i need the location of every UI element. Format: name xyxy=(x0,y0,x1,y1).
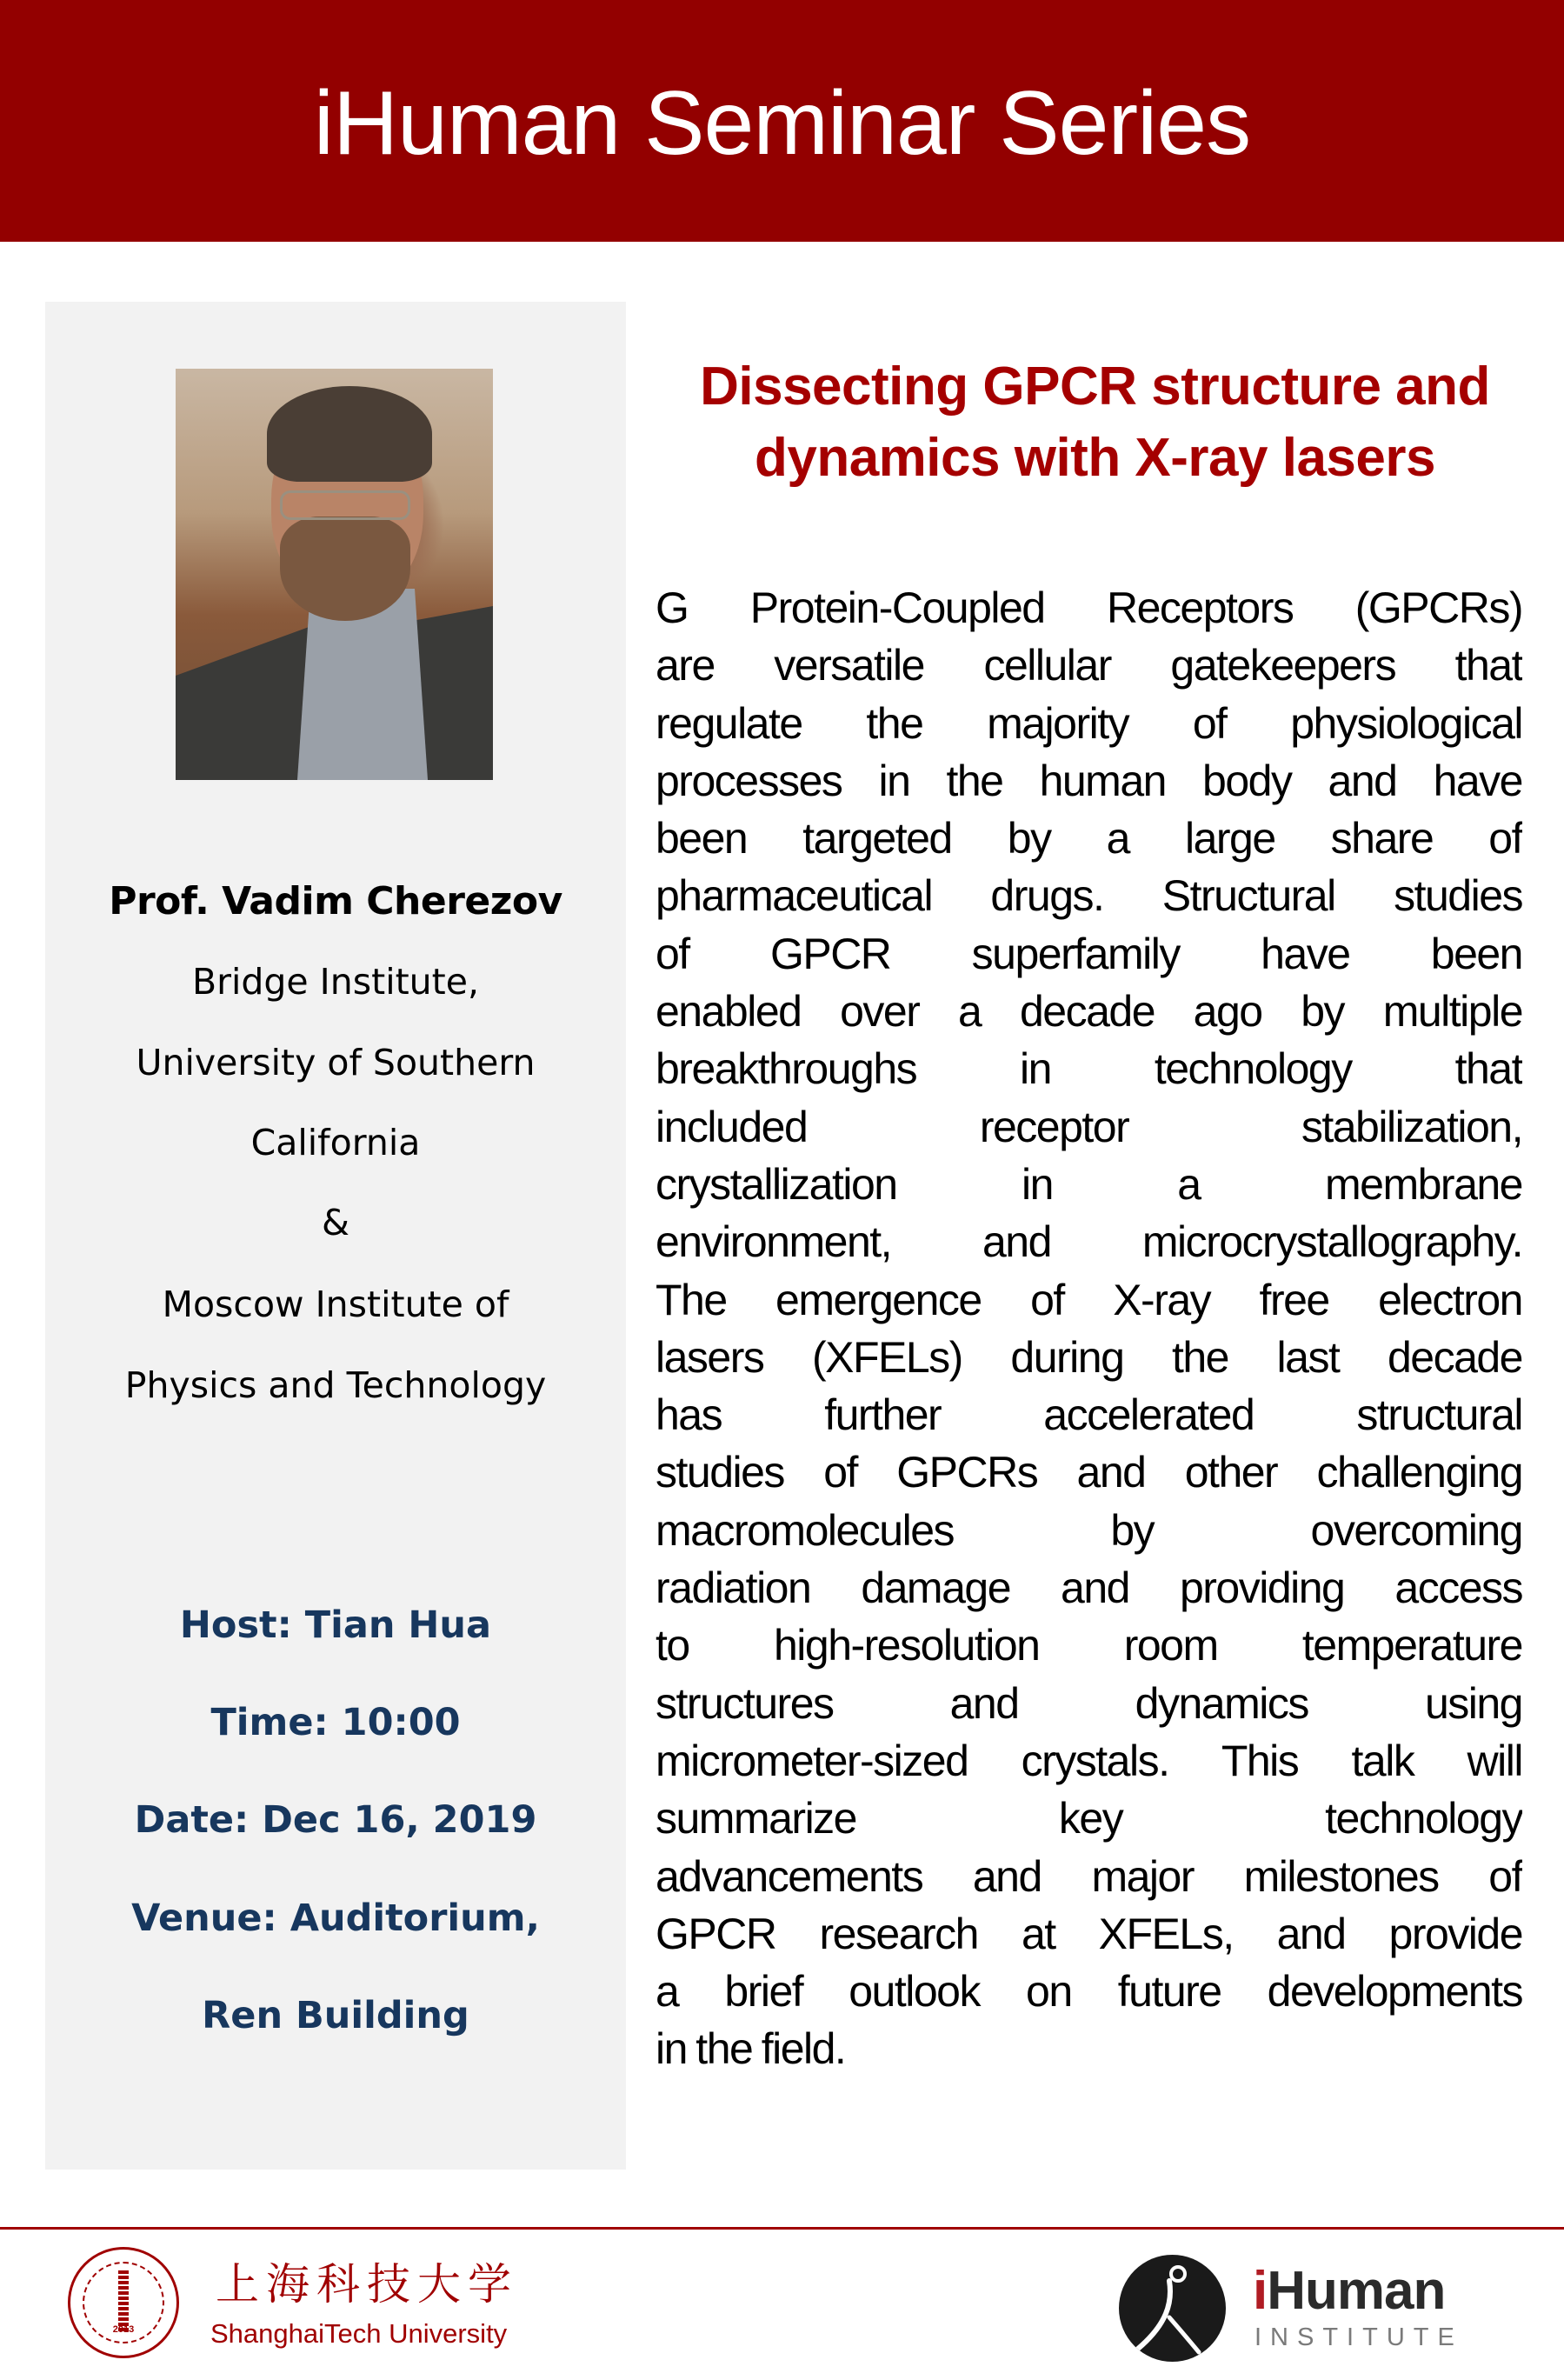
abstract-line: G Protein-Coupled Receptors (GPCRs) xyxy=(656,583,1522,632)
abstract-line: lasers (XFELs) during the last decade xyxy=(656,1332,1522,1382)
shanghaitech-english-name: ShanghaiTech University xyxy=(210,2318,508,2349)
affiliation-line: University of Southern xyxy=(136,1042,536,1083)
abstract-line: The emergence of X-ray free electron xyxy=(656,1275,1522,1324)
abstract-line: summarize key technology xyxy=(656,1794,1522,1843)
abstract-line: included receptor stabilization, xyxy=(656,1102,1522,1151)
abstract-line: studies of GPCRs and other challenging xyxy=(656,1448,1522,1497)
abstract-line: processes in the human body and have xyxy=(656,756,1522,805)
shanghaitech-chinese-name: 上海科技大学 xyxy=(216,2259,518,2310)
host-label: Host: Tian Hua xyxy=(179,1603,492,1647)
affiliation-line: California xyxy=(250,1122,421,1163)
photo-beard xyxy=(280,517,410,621)
venue-label: Venue: Auditorium, xyxy=(131,1897,540,1940)
affiliation-line: & xyxy=(322,1202,349,1243)
abstract-line: been targeted by a large share of xyxy=(656,814,1522,863)
abstract-line: a brief outlook on future developments xyxy=(656,1967,1522,2017)
photo-hair xyxy=(267,386,432,482)
affiliation-line: Bridge Institute, xyxy=(192,961,479,1003)
venue-label-continued: Ren Building xyxy=(202,1994,469,2037)
human-figure-icon xyxy=(1119,2255,1226,2362)
header-banner xyxy=(0,0,1564,242)
abstract-line: radiation damage and providing access xyxy=(656,1563,1522,1613)
abstract-line: micrometer-sized crystals. This talk will xyxy=(656,1736,1522,1785)
abstract-line: structures and dynamics using xyxy=(656,1678,1522,1728)
speaker-name: Prof. Vadim Cherezov xyxy=(109,879,562,923)
affiliation-line: Physics and Technology xyxy=(124,1364,547,1406)
abstract-line: GPCR research at XFELs, and provide xyxy=(656,1909,1522,1958)
ihuman-human: Human xyxy=(1267,2261,1446,2321)
speaker-panel xyxy=(45,302,626,2170)
abstract-line: regulate the majority of physiological xyxy=(656,698,1522,748)
abstract-line: crystallization in a membrane xyxy=(656,1159,1522,1209)
speaker-photo xyxy=(176,369,493,780)
ihuman-i: i xyxy=(1253,2261,1268,2321)
ihuman-institute-label: INSTITUTE xyxy=(1255,2323,1463,2351)
seal-tower-icon xyxy=(118,2270,129,2331)
abstract-line: advancements and major milestones of xyxy=(656,1851,1522,1901)
ihuman-wordmark xyxy=(1253,2263,1445,2320)
abstract-line: in the field. xyxy=(656,2024,846,2074)
shanghaitech-seal-icon xyxy=(68,2247,179,2358)
talk-title-line: Dissecting GPCR structure and xyxy=(700,357,1490,417)
abstract-line: breakthroughs in technology that xyxy=(656,1044,1522,1094)
abstract xyxy=(656,579,1522,2078)
abstract-line: enabled over a decade ago by multiple xyxy=(656,987,1522,1037)
affiliation-line: Moscow Institute of xyxy=(162,1283,509,1325)
talk-title xyxy=(628,351,1562,494)
abstract-line: pharmaceutical drugs. Structural studies xyxy=(656,871,1522,921)
date-label: Date: Dec 16, 2019 xyxy=(134,1798,537,1842)
talk-title-line: dynamics with X-ray lasers xyxy=(754,428,1436,488)
seal-year: 2013 xyxy=(112,2324,135,2335)
ihuman-emblem-icon xyxy=(1119,2255,1226,2362)
abstract-line: to high-resolution room temperature xyxy=(656,1621,1522,1670)
time-label: Time: 10:00 xyxy=(210,1701,461,1744)
abstract-line: are versatile cellular gatekeepers that xyxy=(656,641,1522,690)
photo-glasses xyxy=(280,490,410,520)
abstract-line: of GPCR superfamily have been xyxy=(656,929,1522,978)
abstract-line: environment, and microcrystallography. xyxy=(656,1217,1522,1267)
series-title: iHuman Seminar Series xyxy=(313,73,1251,174)
abstract-line: macromolecules by overcoming xyxy=(656,1505,1522,1555)
footer-divider xyxy=(0,2227,1564,2230)
abstract-line: has further accelerated structural xyxy=(656,1390,1522,1440)
